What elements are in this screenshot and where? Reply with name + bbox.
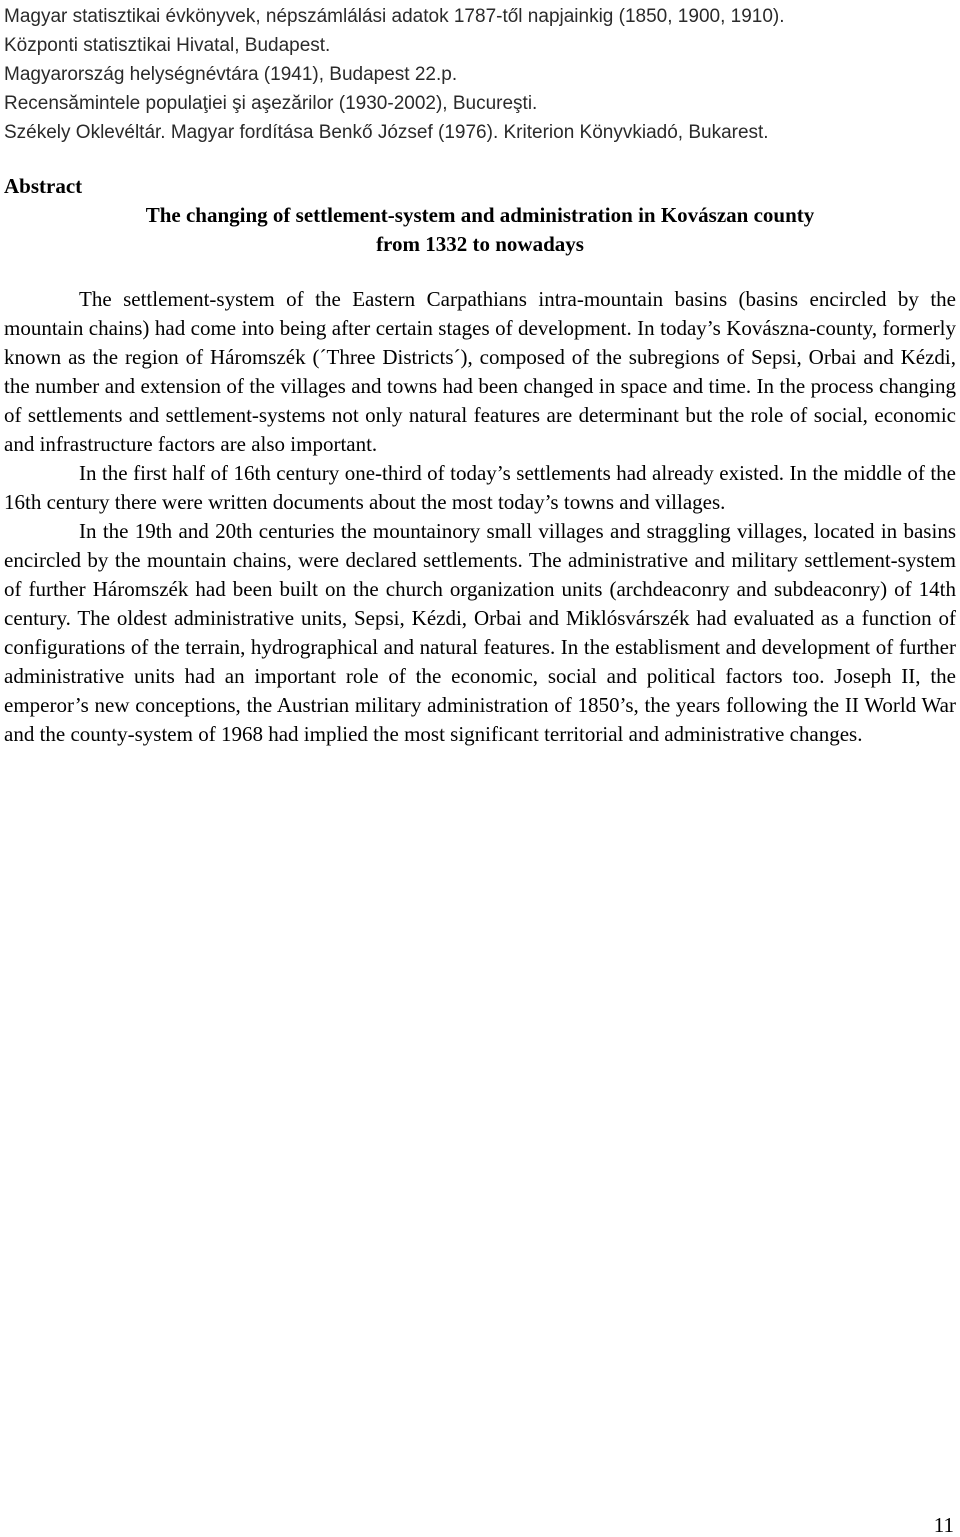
article-title bbox=[0, 201, 960, 259]
reference-line: Központi statisztikai Hivatal, Budapest. bbox=[4, 35, 331, 56]
abstract-body bbox=[4, 285, 956, 749]
reference-line: Székely Oklevéltár. Magyar fordítása Benkő József (1976). Kriterion Könyvkiadó, Bukarest. bbox=[4, 122, 769, 143]
article-title-line: The changing of settlement-system and administration in Kovászan county bbox=[145, 203, 815, 227]
page-number: 11 bbox=[933, 1513, 954, 1537]
abstract-heading: Abstract bbox=[4, 174, 83, 198]
reference-line: Recensămintele populaţiei şi aşezărilor (1930-2002), Bucureşti. bbox=[4, 93, 538, 114]
abstract-paragraph: The settlement-system of the Eastern Carpathians intra-mountain basins (basins encircled by the mountain chains) had come into being after certain stages of development. In today’s Kovászna-county, formerly known as the region of Háromszék (´Three Districts´), composed of the subregions of Sepsi, Orbai and Kézdi, the number and extension of the villages and towns had been changed in space and time. In the process changing of settlements and settlement-systems not only natural features are determinant but the role of social, economic and infrastructure factors are also important. bbox=[4, 287, 956, 456]
abstract-paragraph: In the first half of 16th century one-third of today’s settlements had already existed. In the middle of the 16th century there were written documents about the most today’s towns and villages. bbox=[4, 461, 956, 514]
reference-line: Magyar statisztikai évkönyvek, népszámlálási adatok 1787-től napjainkig (1850, 1900, 1910). bbox=[4, 6, 785, 27]
reference-line: Magyarország helységnévtára (1941), Budapest 22.p. bbox=[4, 64, 458, 85]
article-title-line: from 1332 to nowadays bbox=[376, 232, 584, 256]
abstract-paragraph: In the 19th and 20th centuries the mountainory small villages and straggling villages, located in basins encircled by the mountain chains, were declared settlements. The administrative and military settlement-system of further Háromszék had been built on the church organization units (archdeaconry and subdeaconry) of 14th century. The oldest administrative units, Sepsi, Kézdi, Orbai and Miklósvárszék had evaluated as a function of configurations of the terrain, hydrographical and natural features. In the establisment and development of further administrative units had an important role of the economic, social and political factors too. Joseph II, the emperor’s new conceptions, the Austrian military administration of 1850’s, the years following the II World War and the county-system of 1968 had implied the most significant territorial and administrative changes. bbox=[4, 519, 956, 746]
reference-list bbox=[4, 2, 956, 147]
